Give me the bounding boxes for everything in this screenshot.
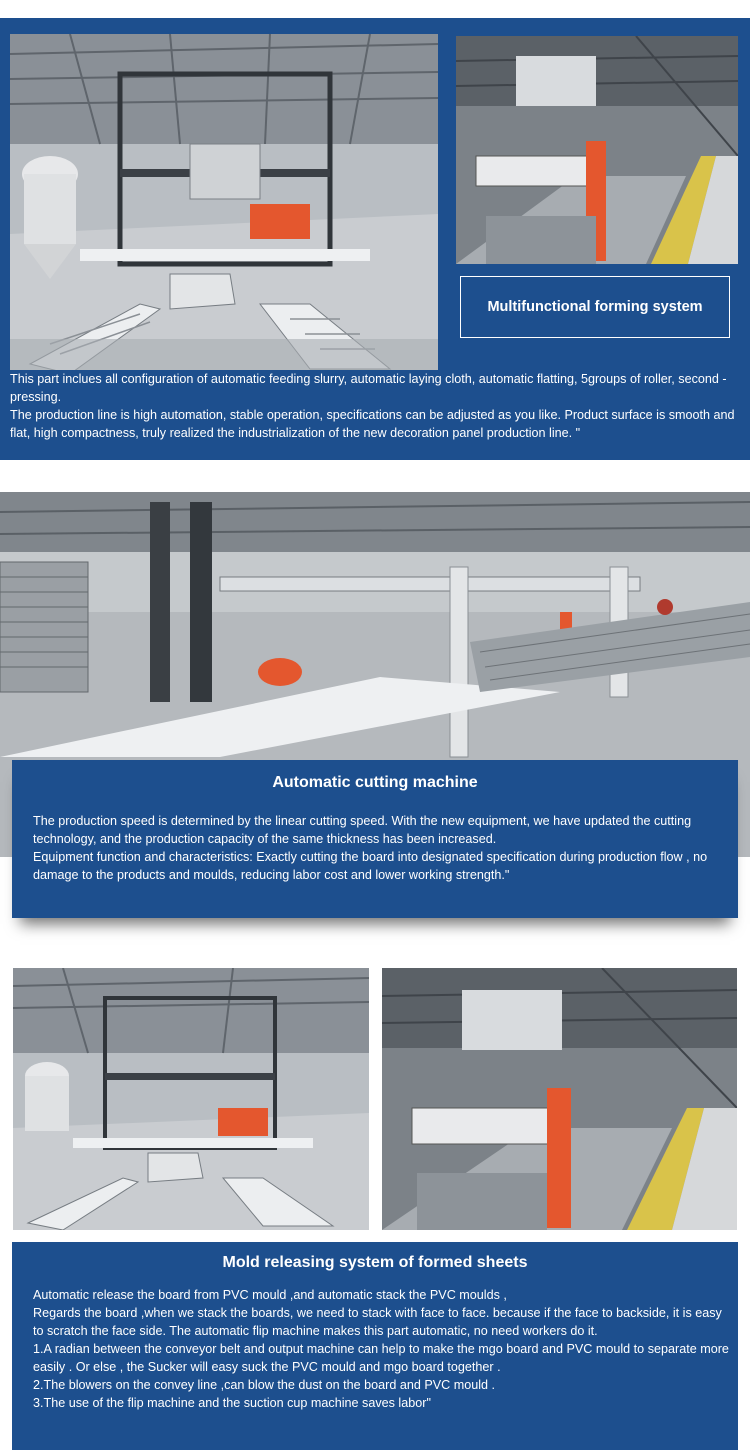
forming-title: Multifunctional forming system	[460, 276, 730, 338]
mold-line-photo	[13, 968, 369, 1230]
forming-paragraph: The production line is high automation, stable operation, specifications can be adjusted as you like. Product surface is smooth and flat, high compactness, truly realized the industrialization of the new decoration panel production line. "	[10, 408, 735, 440]
forming-description	[10, 370, 742, 442]
mold-paragraph: 1.A radian between the conveyor belt and output machine can help to make the mgo board and PVC mould to separate more easily . Or else , the Sucker will easy suck the PVC mould and mgo board together .	[33, 1342, 729, 1374]
forming-paragraph: This part inclues all configuration of automatic feeding slurry, automatic laying cloth, automatic flatting, 5groups of roller, second -pressing.	[10, 372, 727, 404]
forming-section	[0, 18, 750, 460]
mold-description	[33, 1286, 733, 1412]
cutting-paragraph: Equipment function and characteristics: Exactly cutting the board into designated specification during production flow , no damage to the products and moulds, reducing labor cost and lower working strength."	[33, 850, 708, 882]
cutting-panel	[12, 760, 738, 918]
cutting-description	[33, 812, 733, 884]
mold-paragraph: Regards the board ,when we stack the boards, we need to stack with face to face. because if the face to backside, it is easy to scratch the face side. The automatic flip machine makes this part automatic, no need workers do it.	[33, 1306, 722, 1338]
forming-machine-photo	[456, 36, 738, 264]
cutting-title: Automatic cutting machine	[272, 774, 478, 791]
mold-paragraph: Automatic release the board from PVC mould ,and automatic stack the PVC moulds ,	[33, 1288, 507, 1302]
mold-section	[0, 966, 750, 1450]
mold-machine-photo	[382, 968, 737, 1230]
mold-title: Mold releasing system of formed sheets	[222, 1254, 528, 1271]
forming-line-photo	[10, 34, 438, 370]
mold-panel	[12, 1242, 738, 1450]
mold-paragraph: 3.The use of the flip machine and the suction cup machine saves labor"	[33, 1396, 431, 1410]
cutting-section	[0, 492, 750, 932]
cutting-paragraph: The production speed is determined by the linear cutting speed. With the new equipment, we have updated the cutting technology, and the production capacity of the same thickness has been increased.	[33, 814, 692, 846]
mold-paragraph: 2.The blowers on the convey line ,can blow the dust on the board and PVC mould .	[33, 1378, 496, 1392]
